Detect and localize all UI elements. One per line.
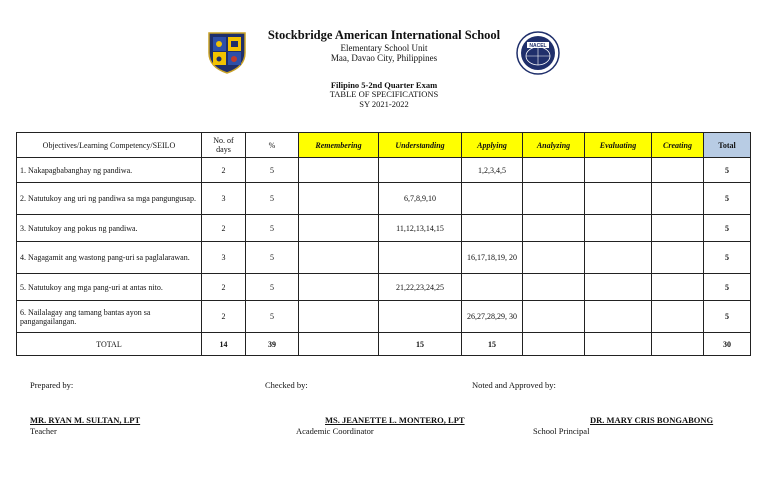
tos-title: TABLE OF SPECIFICATIONS [329,89,439,99]
total-creating-cell [652,333,704,356]
nacel-seal-text: NACEL [529,43,547,49]
header-creating: Creating [652,133,704,158]
understanding-cell [379,242,462,274]
total-cell: 5 [704,301,751,333]
days-cell: 2 [202,158,246,183]
percent-cell: 5 [246,242,299,274]
objective-cell: 1. Nakapagbabanghay ng pandiwa. [17,158,202,183]
applying-cell: 1,2,3,4,5 [462,158,523,183]
table-row [17,158,751,183]
objective-cell: 4. Nagagamit ang wastong pang-uri sa paglalarawan. [17,242,202,274]
total-cell: 5 [704,274,751,301]
days-cell: 2 [202,274,246,301]
total-cell: 5 [704,215,751,242]
header-remembering: Remembering [299,133,379,158]
school-name: Stockbridge American International School [267,28,501,42]
remembering-cell [299,158,379,183]
remembering-cell [299,242,379,274]
header-objectives: Objectives/Learning Competency/SEILO [17,133,202,158]
applying-cell: 16,17,18,19, 20 [462,242,523,274]
nacel-seal-logo [516,31,560,75]
checked-by-title: Academic Coordinator [296,426,374,436]
total-percent-cell: 39 [246,333,299,356]
school-unit: Elementary School Unit [340,43,428,53]
days-cell: 2 [202,215,246,242]
exam-title: Filipino 5-2nd Quarter Exam [330,80,438,90]
table-row [17,215,751,242]
remembering-cell [299,215,379,242]
table-row [17,242,751,274]
total-analyzing-cell [523,333,585,356]
table-row [17,301,751,333]
understanding-cell: 21,22,23,24,25 [379,274,462,301]
prepared-by-name: MR. RYAN M. SULTAN, LPT [30,415,141,425]
understanding-cell: 6,7,8,9,10 [379,183,462,215]
table-row [17,274,751,301]
applying-cell [462,183,523,215]
checked-by-label: Checked by: [265,380,308,390]
analyzing-cell [523,242,585,274]
header-applying: Applying [462,133,523,158]
analyzing-cell [523,215,585,242]
prepared-by-title: Teacher [30,426,57,436]
creating-cell [652,242,704,274]
noted-by-label: Noted and Approved by: [472,380,556,390]
creating-cell [652,301,704,333]
total-cell: 5 [704,183,751,215]
table-row [17,183,751,215]
specifications-table [16,132,751,356]
noted-by-title: School Principal [533,426,590,436]
remembering-cell [299,301,379,333]
evaluating-cell [585,215,652,242]
evaluating-cell [585,242,652,274]
objective-cell: 5. Natutukoy ang mga pang-uri at antas nito. [17,274,202,301]
total-label-cell: TOTAL [17,333,202,356]
header-total: Total [704,133,751,158]
prepared-by-label: Prepared by: [30,380,74,390]
header-days: No. of days [202,133,246,158]
days-cell: 3 [202,183,246,215]
analyzing-cell [523,274,585,301]
remembering-cell [299,274,379,301]
header-percent: % [246,133,299,158]
grand-total-cell: 30 [704,333,751,356]
header-evaluating: Evaluating [585,133,652,158]
table-total-row [17,333,751,356]
applying-cell [462,274,523,301]
noted-by-name: DR. MARY CRIS BONGABONG [590,415,714,425]
total-remembering-cell [299,333,379,356]
school-year: SY 2021-2022 [359,99,409,109]
objective-cell: 3. Natutukoy ang pokus ng pandiwa. [17,215,202,242]
total-cell: 5 [704,242,751,274]
understanding-cell: 11,12,13,14,15 [379,215,462,242]
percent-cell: 5 [246,215,299,242]
percent-cell: 5 [246,301,299,333]
analyzing-cell [523,183,585,215]
table-header-row [17,133,751,158]
header-analyzing: Analyzing [523,133,585,158]
evaluating-cell [585,158,652,183]
understanding-cell [379,158,462,183]
understanding-cell [379,301,462,333]
applying-cell: 26,27,28,29, 30 [462,301,523,333]
creating-cell [652,274,704,301]
evaluating-cell [585,274,652,301]
analyzing-cell [523,158,585,183]
creating-cell [652,183,704,215]
checked-by-name: MS. JEANETTE L. MONTERO, LPT [325,415,465,425]
school-address: Maa, Davao City, Philippines [330,53,438,63]
total-cell: 5 [704,158,751,183]
creating-cell [652,215,704,242]
objective-cell: 2. Natutukoy ang uri ng pandiwa sa mga pangungusap. [17,183,202,215]
evaluating-cell [585,301,652,333]
total-understanding-cell: 15 [379,333,462,356]
percent-cell: 5 [246,158,299,183]
objective-cell: 6. Nailalagay ang tamang bantas ayon sa pangangailangan. [17,301,202,333]
remembering-cell [299,183,379,215]
percent-cell: 5 [246,274,299,301]
days-cell: 2 [202,301,246,333]
creating-cell [652,158,704,183]
total-evaluating-cell [585,333,652,356]
days-cell: 3 [202,242,246,274]
analyzing-cell [523,301,585,333]
header-understanding: Understanding [379,133,462,158]
applying-cell [462,215,523,242]
evaluating-cell [585,183,652,215]
percent-cell: 5 [246,183,299,215]
total-applying-cell: 15 [462,333,523,356]
total-days-cell: 14 [202,333,246,356]
